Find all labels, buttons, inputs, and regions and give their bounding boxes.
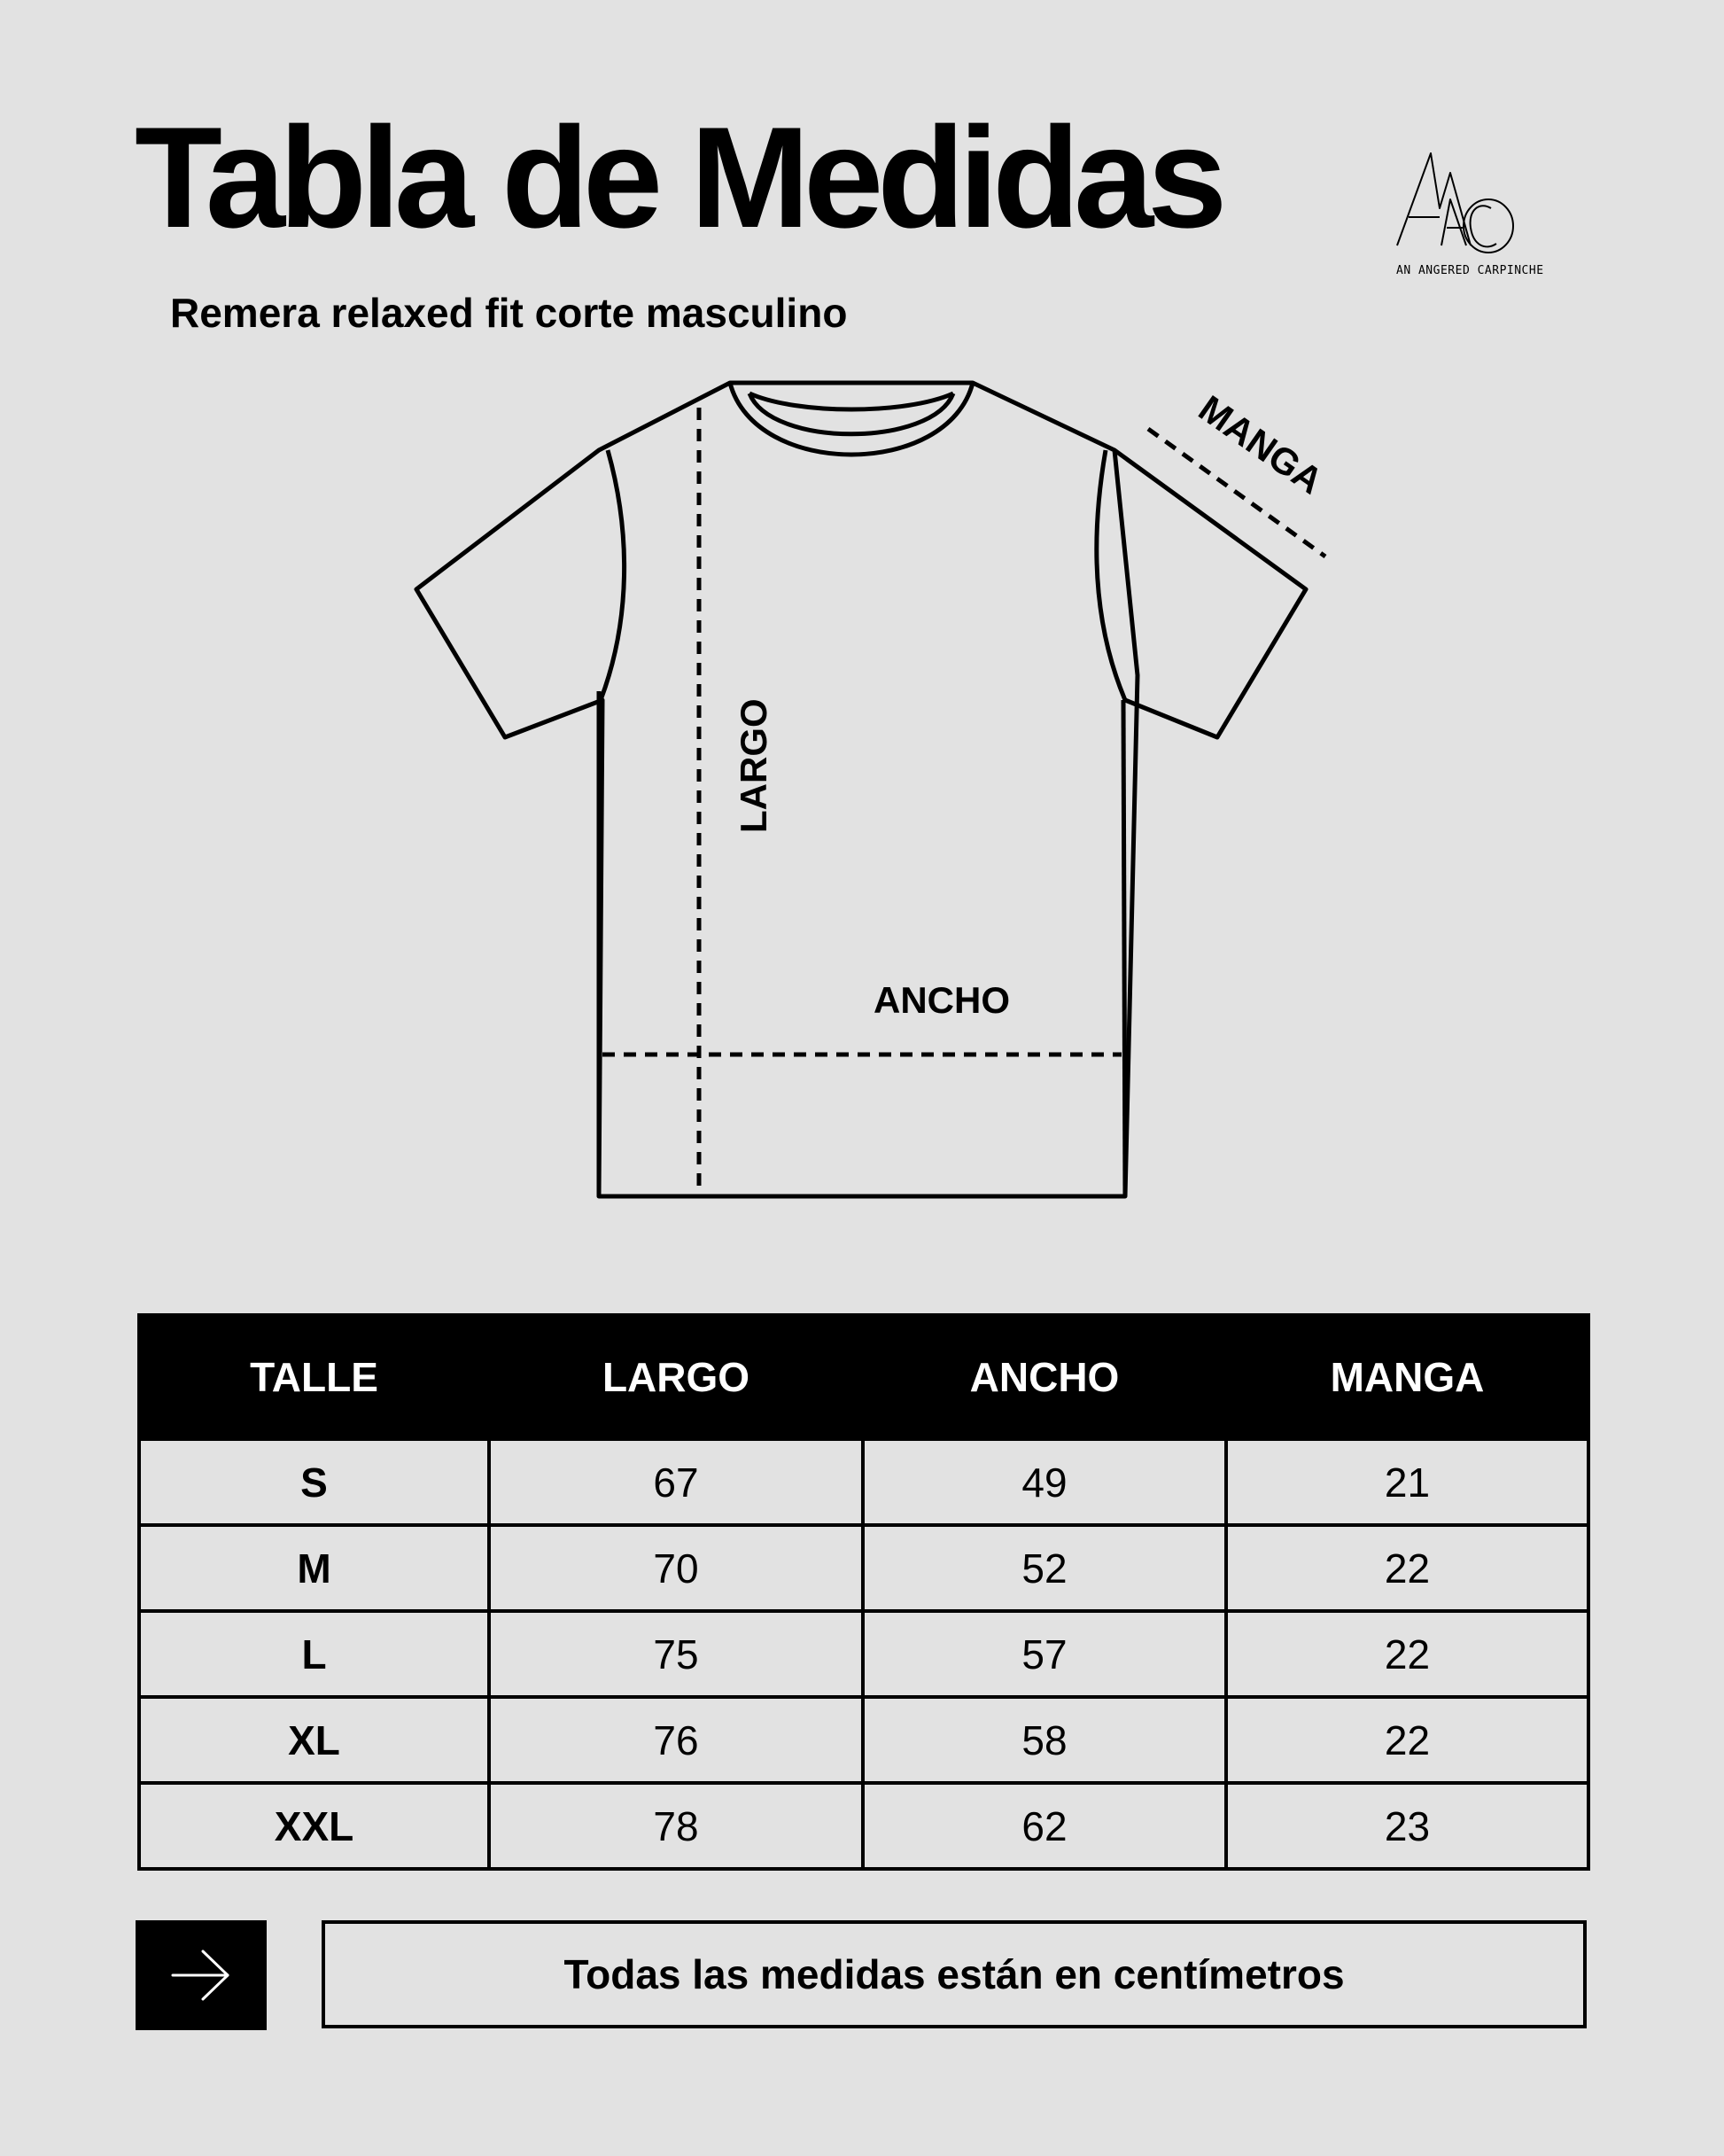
size-cell: XL — [139, 1697, 489, 1783]
length-cell: 67 — [489, 1439, 863, 1525]
column-header-length: LARGO — [489, 1315, 863, 1439]
diagram-label-length: LARGO — [733, 698, 774, 833]
table-row — [139, 1439, 1588, 1525]
size-cell: M — [139, 1525, 489, 1611]
column-header-sleeve: MANGA — [1226, 1315, 1588, 1439]
diagram-label-sleeve: MANGA — [1191, 386, 1331, 502]
sleeve-cell: 21 — [1226, 1439, 1588, 1525]
width-cell: 49 — [863, 1439, 1226, 1525]
sleeve-cell: 22 — [1226, 1697, 1588, 1783]
tshirt-outline — [416, 383, 1138, 1196]
logo-tagline: AN ANGERED CARPINCHE — [1396, 264, 1544, 277]
units-note: Todas las medidas están en centímetros — [563, 1951, 1345, 1997]
size-table — [137, 1313, 1590, 1871]
width-cell: 58 — [863, 1697, 1226, 1783]
collar-outer — [730, 383, 973, 455]
right-sleeve-seam — [1097, 450, 1125, 700]
table-row — [139, 1611, 1588, 1697]
width-cell: 62 — [863, 1783, 1226, 1869]
page-subtitle: Remera relaxed fit corte masculino — [170, 290, 848, 336]
length-cell: 75 — [489, 1611, 863, 1697]
units-note-box — [322, 1920, 1587, 2028]
sleeve-cell: 22 — [1226, 1525, 1588, 1611]
diagram-label-width: ANCHO — [874, 979, 1010, 1021]
page-title: Tabla de Medidas — [135, 97, 1222, 258]
sleeve-cell: 23 — [1226, 1783, 1588, 1869]
table-header-row — [139, 1315, 1588, 1439]
tshirt-outline-body-right — [1123, 700, 1125, 1196]
width-cell: 57 — [863, 1611, 1226, 1697]
column-header-width: ANCHO — [863, 1315, 1226, 1439]
table-row — [139, 1697, 1588, 1783]
arrow-box — [136, 1920, 267, 2030]
table-row — [139, 1783, 1588, 1869]
length-cell: 70 — [489, 1525, 863, 1611]
size-cell: XXL — [139, 1783, 489, 1869]
right-sleeve — [1114, 450, 1306, 737]
collar-inner — [749, 393, 953, 434]
column-header-size: TALLE — [139, 1315, 489, 1439]
collar-back — [749, 393, 953, 409]
length-cell: 78 — [489, 1783, 863, 1869]
table-row — [139, 1525, 1588, 1611]
arrow-right-icon — [166, 1944, 237, 2006]
width-cell: 52 — [863, 1525, 1226, 1611]
left-sleeve-seam — [601, 450, 625, 700]
size-cell: L — [139, 1611, 489, 1697]
size-cell: S — [139, 1439, 489, 1525]
sleeve-cell: 22 — [1226, 1611, 1588, 1697]
length-cell: 76 — [489, 1697, 863, 1783]
